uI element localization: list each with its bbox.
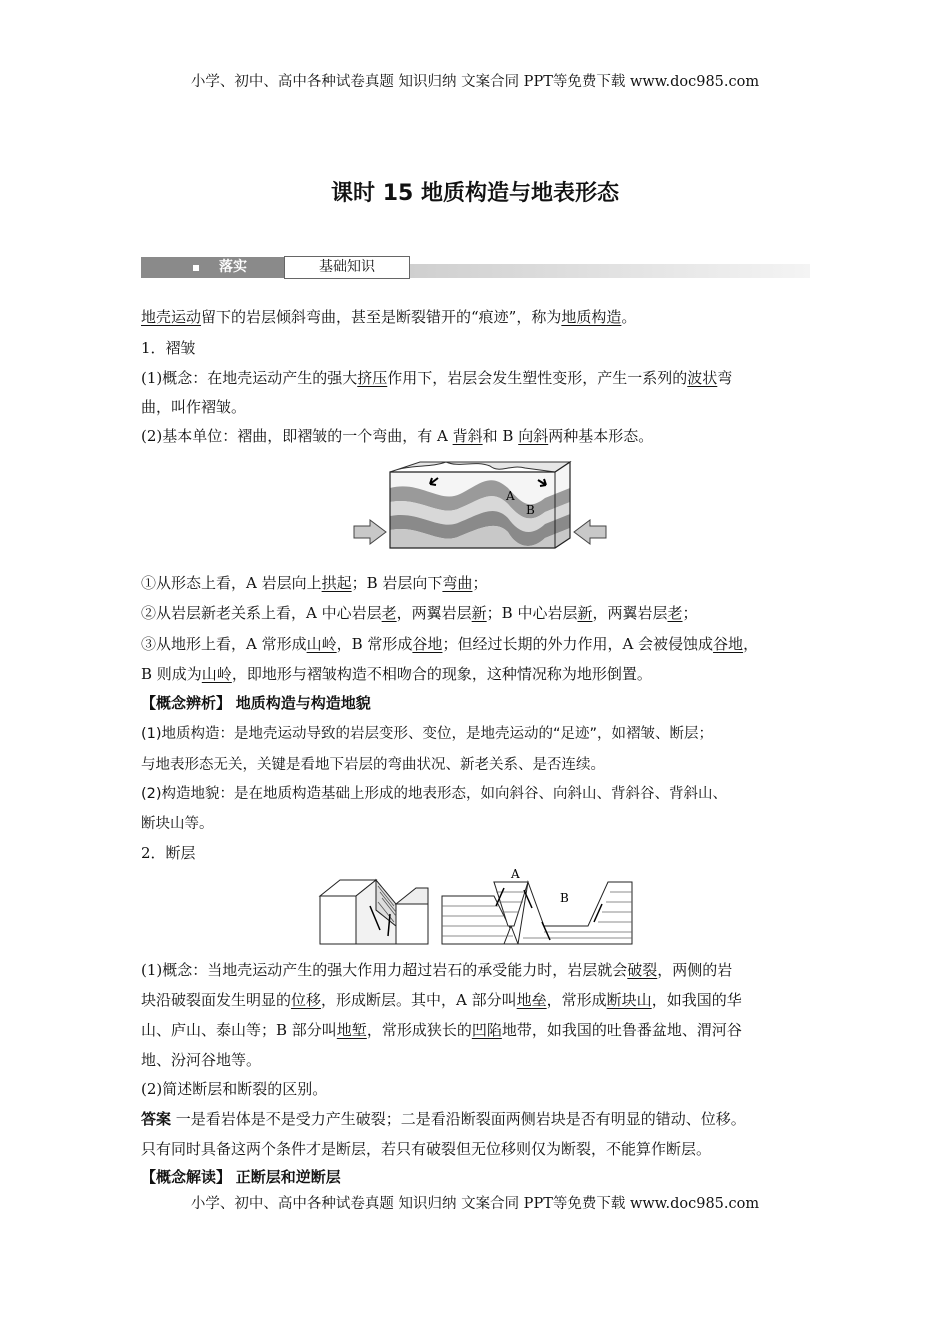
fault-label-a: A	[511, 867, 520, 881]
text: ，两翼岩层	[396, 604, 472, 622]
section-bar-left-label: 落实	[219, 259, 247, 275]
concept-analysis-line-1: (1)地质构造：是地壳运动导致的岩层变形、变位，是地壳运动的“足迹”，如褶皱、断层；	[141, 726, 714, 742]
text: ；	[682, 604, 698, 622]
text: 两种基本形态。	[548, 427, 654, 445]
text: (1)概念：当地壳运动产生的强大作用力超过岩石的承受能力时，岩层就会	[141, 961, 628, 979]
fold-point-3	[141, 633, 758, 654]
fault-concept-line-4: 地、汾河谷地等。	[141, 1051, 262, 1069]
text: 弯	[717, 369, 733, 387]
answer-line-1	[141, 1108, 746, 1129]
term-geologic-structure: 地质构造	[561, 308, 622, 326]
text: 山、庐山、泰山等；B 部分叫	[141, 1021, 337, 1039]
section-bar	[141, 256, 811, 280]
concept-analysis-line-4: 断块山等。	[141, 816, 214, 832]
answer: 谷地	[412, 635, 443, 653]
section-bar-fade	[410, 264, 810, 278]
fault-heading: 2．断层	[141, 844, 196, 862]
concept-analysis-line-3: (2)构造地貌：是在地质构造基础上形成的地表形态，如向斜谷、向斜山、背斜谷、背斜山、	[141, 786, 728, 802]
fold-diagram	[350, 458, 610, 552]
fold-heading: 1．褶皱	[141, 339, 196, 357]
fold-concept-line-2: 曲，叫作褶皱。	[141, 398, 247, 416]
answer-squeeze: 挤压	[357, 369, 388, 387]
text: ，两翼岩层	[592, 604, 668, 622]
page-title: 课时 15 地质构造与地表形态	[331, 181, 619, 206]
text: ，两侧的岩	[657, 961, 733, 979]
text: ，即地形与褶皱构造不相吻合的现象，这种情况称为地形倒置。	[231, 665, 652, 683]
fold-point-2	[141, 602, 698, 623]
fault-concept-line-2	[141, 989, 742, 1010]
fault-question-2: (2)简述断层和断裂的区别。	[141, 1080, 328, 1098]
fault-concept-line-1	[141, 959, 732, 980]
section-bar-right-label: 基础知识	[284, 256, 410, 279]
page-footer: 小学、初中、高中各种试卷真题 知识归纳 文案合同 PPT等免费下载 www.doc985.com	[190, 1196, 760, 1212]
text: ②从岩层新老关系上看，A 中心岩层	[141, 604, 382, 622]
answer: 老	[667, 604, 683, 622]
text: ；但经过长期的外力作用，A 会被侵蚀成	[442, 635, 714, 653]
text: ；B 岩层向下	[351, 574, 443, 592]
answer: 弯曲	[442, 574, 473, 592]
text: ，B 常形成	[336, 635, 413, 653]
answer: 老	[381, 604, 397, 622]
answer: 拱起	[321, 574, 352, 592]
text: ，常形成狭长的	[366, 1021, 472, 1039]
term-crustal-movement: 地壳运动	[141, 308, 202, 326]
text: ①从形态上看，A 岩层向上	[141, 574, 322, 592]
answer-label: 答案	[141, 1110, 172, 1128]
answer-line-2: 只有同时具备这两个条件才是断层，若只有破裂但无位移则仅为断裂，不能算作断层。	[141, 1140, 712, 1158]
answer: 位移	[291, 991, 322, 1009]
concept-title: 地质构造与构造地貌	[235, 694, 371, 712]
answer: 破裂	[627, 961, 658, 979]
fold-label-b: B	[526, 503, 535, 517]
answer: 山岭	[306, 635, 337, 653]
text: ③从地形上看，A 常形成	[141, 635, 307, 653]
concept-analysis-line-2: 与地表形态无关，关键是看地下岩层的弯曲状况、新老关系、是否连续。	[141, 757, 605, 773]
text: (1)概念：在地壳运动产生的强大	[141, 369, 358, 387]
fold-unit-line	[141, 425, 653, 446]
concept-analysis-heading	[141, 692, 371, 713]
answer: 断块山	[606, 991, 652, 1009]
answer: 谷地	[713, 635, 744, 653]
answer: 山岭	[201, 665, 232, 683]
intro-paragraph	[141, 306, 636, 327]
page-header: 小学、初中、高中各种试卷真题 知识归纳 文案合同 PPT等免费下载 www.doc985.com	[190, 74, 760, 90]
text: 地带，如我国的吐鲁番盆地、渭河谷	[501, 1021, 742, 1039]
answer-syncline: 向斜	[518, 427, 549, 445]
text: ，形成断层。其中，A 部分叫	[321, 991, 517, 1009]
concept-label: 【概念解读】	[141, 1168, 232, 1186]
concept-title: 正断层和逆断层	[235, 1168, 341, 1186]
text: 作用下，岩层会发生塑性变形，产生一系列的	[387, 369, 688, 387]
answer: 新	[471, 604, 487, 622]
fold-point-1	[141, 572, 487, 593]
answer-wavy: 波状	[687, 369, 718, 387]
answer-text: 一是看岩体是不是受力产生破裂；二是看沿断裂面两侧岩块是否有明显的错动、位移。	[175, 1110, 746, 1128]
square-icon	[193, 265, 199, 271]
fault-concept-line-3	[141, 1019, 742, 1040]
fold-label-a: A	[506, 489, 515, 503]
fold-point-4	[141, 663, 652, 684]
push-arrow-right-icon	[574, 520, 606, 544]
intro-end: 。	[621, 308, 637, 326]
text: ；	[472, 574, 488, 592]
fault-label-b: B	[560, 891, 569, 905]
text: ，常形成	[546, 991, 607, 1009]
fold-concept-line-1	[141, 367, 732, 388]
section-bar-left	[141, 257, 284, 278]
intro-text: 留下的岩层倾斜弯曲，甚至是断裂错开的“痕迹”，称为	[201, 308, 562, 326]
concept-reading-heading	[141, 1166, 341, 1187]
text: 和 B	[482, 427, 519, 445]
answer: 地堑	[336, 1021, 367, 1039]
text: B 则成为	[141, 665, 202, 683]
concept-label: 【概念辨析】	[141, 694, 232, 712]
text: ，如我国的华	[651, 991, 742, 1009]
text: ；B 中心岩层	[486, 604, 578, 622]
answer-anticline: 背斜	[452, 427, 483, 445]
answer: 凹陷	[471, 1021, 502, 1039]
text: 块沿破裂面发生明显的	[141, 991, 292, 1009]
answer: 新	[577, 604, 593, 622]
fault-diagram	[318, 866, 634, 946]
text: (2)基本单位：褶曲，即褶皱的一个弯曲，有 A	[141, 427, 453, 445]
answer: 地垒	[516, 991, 547, 1009]
push-arrow-left-icon	[354, 520, 386, 544]
text: ，	[743, 635, 759, 653]
